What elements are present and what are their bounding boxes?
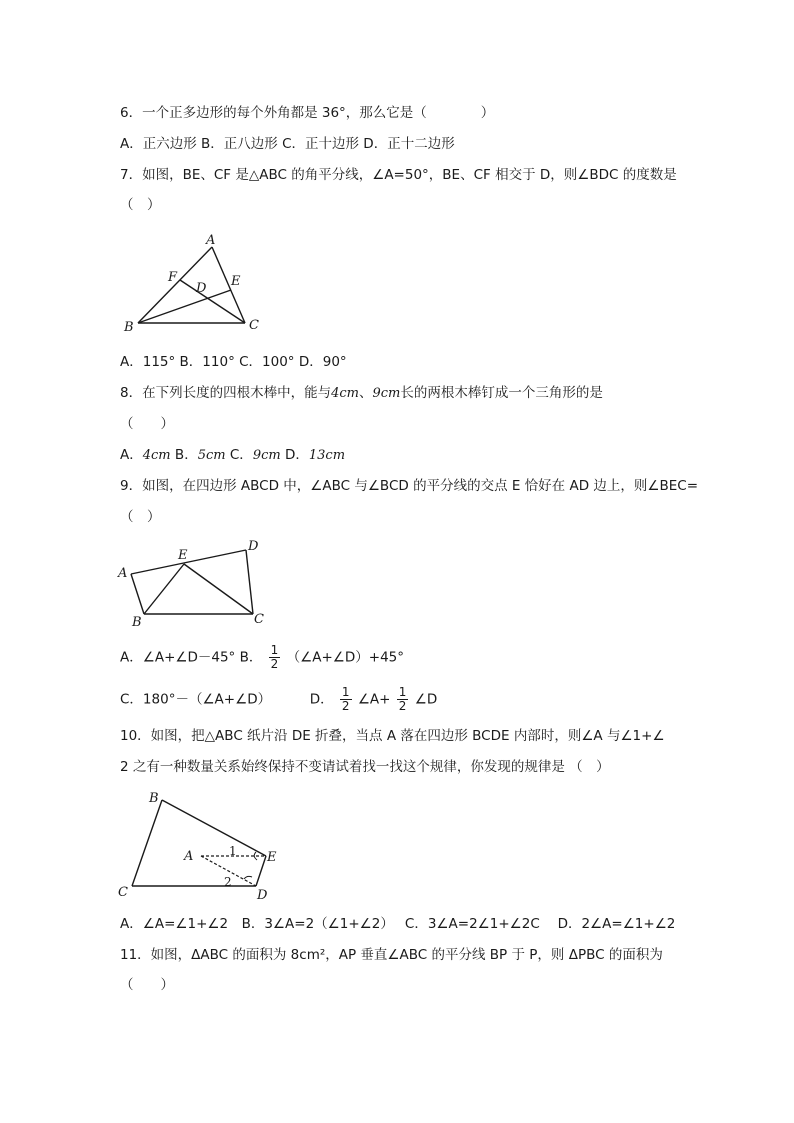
q9-options-ab	[120, 644, 404, 671]
q11-paren: （ ）	[120, 977, 174, 993]
one-half-fraction: $\frac{1}{2}$	[270, 643, 279, 671]
q9-opt-d: D．	[309, 691, 334, 708]
label-f: F	[168, 270, 178, 285]
label-d: D	[248, 539, 259, 554]
label-c: C	[249, 318, 259, 333]
label-b: B	[124, 320, 134, 335]
q8-len1: 4cm	[331, 386, 359, 401]
q10-stem-line1: 10．如图，把△ABC 纸片沿 DE 折叠，当点 A 落在四边形 BCDE 内部时，则∠A 与∠1+∠	[120, 728, 665, 744]
label-angle-2: 2	[224, 875, 232, 889]
segment-be	[138, 290, 231, 323]
q9-opt-a: A．∠A+∠D－45° B．	[120, 649, 263, 666]
label-angle-1: 1	[229, 844, 237, 858]
q9-options-cd	[120, 686, 437, 713]
label-d: D	[257, 888, 268, 903]
label-e: E	[231, 274, 241, 289]
label-e: E	[267, 850, 277, 865]
segment-be	[162, 800, 266, 856]
q7-stem: 7．如图，BE、CF 是△ABC 的角平分线，∠A=50°，BE、CF 相交于 D，则∠BDC 的度数是	[120, 167, 677, 183]
angle-2-arc	[244, 876, 252, 879]
label-b: B	[149, 791, 159, 806]
segment-ad	[131, 550, 246, 574]
label-c: C	[118, 885, 128, 900]
q8-opt-b-val: 5cm	[197, 448, 226, 463]
q9-opt-d-tail: ∠D	[414, 691, 438, 708]
q8-stem	[120, 384, 603, 403]
segment-de	[256, 856, 266, 886]
q8-paren: （ ）	[120, 416, 174, 432]
q7-paren: （ ）	[120, 197, 161, 213]
label-c: C	[254, 612, 264, 627]
q8-opt-a-val: 4cm	[142, 448, 171, 463]
q8-sep: 、	[358, 385, 373, 401]
q10-stem-line2: 2 之有一种数量关系始终保持不变请试着找一找这个规律，你发现的规律是 （ ）	[120, 759, 610, 775]
quadrilateral-abcd-figure	[116, 536, 271, 630]
one-half-fraction: $\frac{1}{2}$	[341, 685, 350, 713]
label-d: D	[196, 281, 207, 296]
q7-options: A．115° B．110° C．100° D．90°	[120, 354, 347, 370]
q6-stem: 6．一个正多边形的每个外角都是 36°，那么它是（ ）	[120, 105, 495, 121]
label-e: E	[178, 548, 188, 563]
q8-stem-pre: 8．在下列长度的四根木棒中，能与	[120, 385, 332, 401]
label-a: A	[118, 566, 128, 581]
q10-options: A．∠A=∠1+∠2 B．3∠A=2（∠1+∠2） C．3∠A=2∠1+∠2C D．2∠A=∠1+∠2	[120, 916, 676, 932]
q8-opt-c-val: 9cm	[252, 448, 281, 463]
q9-stem: 9．如图，在四边形 ABCD 中，∠ABC 与∠BCD 的平分线的交点 E 恰好在 AD 边上，则∠BEC=	[120, 478, 699, 494]
q11-stem: 11．如图，ΔABC 的面积为 8cm²，AP 垂直∠ABC 的平分线 BP 于 P，则 ΔPBC 的面积为	[120, 947, 663, 963]
q9-opt-b-tail: （∠A+∠D）+45°	[286, 649, 404, 666]
triangle-abc-figure	[118, 230, 263, 335]
q8-opt-d-val: 13cm	[308, 448, 346, 463]
label-a: A	[206, 233, 216, 248]
q9-opt-c: C．180°－（∠A+∠D）	[120, 691, 272, 708]
q8-opt-b: B．	[170, 447, 198, 463]
segment-ab	[131, 574, 144, 614]
q8-opt-c: C．	[225, 447, 253, 463]
segment-bc	[132, 800, 162, 886]
q8-opt-d: D．	[280, 447, 309, 463]
q9-opt-d-mid: ∠A+	[357, 691, 391, 708]
q8-len2: 9cm	[372, 386, 401, 401]
label-a: A	[184, 849, 194, 864]
q8-options	[120, 446, 345, 465]
q6-options: A．正六边形 B．正八边形 C．正十边形 D．正十二边形	[120, 136, 455, 152]
folded-triangle-figure	[116, 786, 286, 904]
one-half-fraction: $\frac{1}{2}$	[398, 685, 407, 713]
segment-cd	[246, 550, 253, 614]
label-b: B	[132, 615, 142, 630]
q8-opt-a: A．	[120, 447, 143, 463]
segment-be	[144, 564, 184, 614]
q8-stem-post: 长的两根木棒钉成一个三角形的是	[400, 385, 603, 401]
segment-ec	[184, 564, 253, 614]
q9-paren: （ ）	[120, 509, 161, 525]
